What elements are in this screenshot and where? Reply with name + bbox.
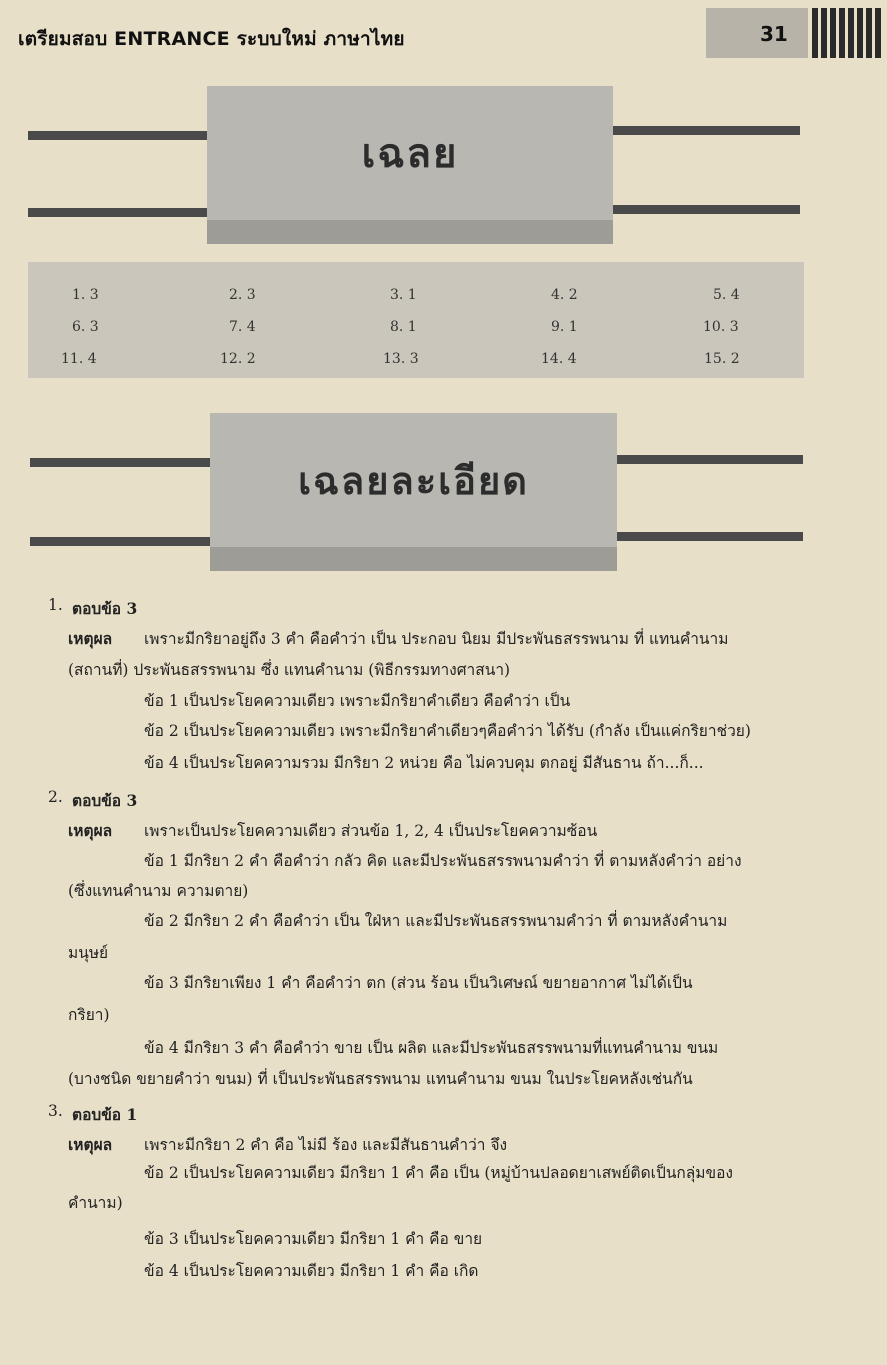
answer-item: 5. 4 (713, 287, 740, 303)
banner1-rule-top-right (613, 126, 800, 135)
answer-item: 15. 2 (704, 351, 740, 367)
detailed-answers-heading: เฉลยละเอียด (298, 458, 529, 503)
q1-reason-line2: (สถานที่) ประพันธสรรพนาม ซึ่ง แทนคำนาม (พิธีกรรมทางศาสนา) (68, 661, 511, 679)
q2-option1-line1: ข้อ 1 มีกริยา 2 คำ คือคำว่า กลัว คิด และมีประพันธสรรพนามคำว่า ที่ ตามหลังคำว่า อย่าง (144, 852, 742, 870)
q1-reason-label: เหตุผล (68, 629, 113, 648)
page-number: 31 (760, 22, 788, 46)
answer-item: 8. 1 (390, 319, 417, 335)
q2-option2-line1: ข้อ 2 มีกริยา 2 คำ คือคำว่า เป็น ใฝ่หา และมีประพันธสรรพนามคำว่า ที่ ตามหลังคำนาม (144, 912, 728, 930)
q3-option2-line1: ข้อ 2 เป็นประโยคความเดียว มีกริยา 1 คำ คือ เป็น (หมู่บ้านปลอดยาเสพย์ติดเป็นกลุ่มของ (144, 1164, 733, 1182)
q3-title: ตอบข้อ 1 (72, 1105, 138, 1124)
answer-item: 6. 3 (72, 319, 99, 335)
q3-option2-line2: คำนาม) (68, 1194, 123, 1212)
running-header: เตรียมสอบ ENTRANCE ระบบใหม่ ภาษาไทย (18, 28, 405, 50)
q1-title: ตอบข้อ 3 (72, 599, 138, 618)
answer-key-panel (28, 262, 804, 378)
banner1-rule-top-left (28, 131, 208, 140)
q2-option3-line1: ข้อ 3 มีกริยาเพียง 1 คำ คือคำว่า ตก (ส่วน ร้อน เป็นวิเศษณ์ ขยายอากาศ ไม่ได้เป็น (144, 974, 693, 992)
q2-number: 2. (48, 788, 63, 806)
q1-reason-line1: เพราะมีกริยาอยู่ถึง 3 คำ คือคำว่า เป็น ประกอบ นิยม มีประพันธสรรพนาม ที่ แทนคำนาม (144, 630, 729, 648)
q1-option2: ข้อ 2 เป็นประโยคความเดียว เพราะมีกริยาคำเดียวๆคือคำว่า ได้รับ (กำลัง เป็นแค่กริยาช่วย) (144, 722, 751, 740)
answer-key-heading: เฉลย (361, 131, 459, 177)
q2-title: ตอบข้อ 3 (72, 791, 138, 810)
banner2-rule-top-right (617, 455, 803, 464)
banner2-rule-bottom-right (617, 532, 803, 541)
banner1-shadow (207, 218, 613, 244)
corner-stripes-decoration (810, 8, 887, 58)
q3-number: 3. (48, 1102, 63, 1120)
page-number-box (706, 8, 808, 58)
banner2-shadow (210, 545, 617, 571)
q1-option1: ข้อ 1 เป็นประโยคความเดียว เพราะมีกริยาคำเดียว คือคำว่า เป็น (144, 692, 571, 710)
q2-option4-line2: (บางชนิด ขยายคำว่า ขนม) ที่ เป็นประพันธสรรพนาม แทนคำนาม ขนม ในประโยคหลังเช่นกัน (68, 1070, 693, 1088)
q2-reason-label: เหตุผล (68, 821, 113, 840)
q2-reason-line1: เพราะเป็นประโยคความเดียว ส่วนข้อ 1, 2, 4 เป็นประโยคความซ้อน (144, 822, 598, 840)
q2-option1-line2: (ซึ่งแทนคำนาม ความตาย) (68, 882, 249, 900)
banner2-rule-top-left (30, 458, 210, 467)
q2-option2-line2: มนุษย์ (68, 944, 109, 962)
answer-item: 7. 4 (229, 319, 256, 335)
answer-item: 13. 3 (383, 351, 419, 367)
banner1-rule-bottom-right (613, 205, 800, 214)
answer-item: 4. 2 (551, 287, 578, 303)
answer-item: 9. 1 (551, 319, 578, 335)
detailed-answers-banner (210, 413, 617, 547)
answer-item: 12. 2 (220, 351, 256, 367)
banner1-rule-bottom-left (28, 208, 208, 217)
q3-reason-line1: เพราะมีกริยา 2 คำ คือ ไม่มี ร้อง และมีสันธานคำว่า จึง (144, 1136, 508, 1154)
q3-option3: ข้อ 3 เป็นประโยคความเดียว มีกริยา 1 คำ คือ ขาย (144, 1230, 483, 1248)
q3-reason-label: เหตุผล (68, 1135, 113, 1154)
q2-option4-line1: ข้อ 4 มีกริยา 3 คำ คือคำว่า ขาย เป็น ผลิต และมีประพันธสรรพนามที่แทนคำนาม ขนม (144, 1039, 719, 1057)
answer-item: 2. 3 (229, 287, 256, 303)
q1-option4: ข้อ 4 เป็นประโยคความรวม มีกริยา 2 หน่วย คือ ไม่ควบคุม ตกอยู่ มีสันธาน ถ้า...ก็... (144, 754, 704, 772)
answer-item: 3. 1 (390, 287, 417, 303)
q3-option4: ข้อ 4 เป็นประโยคความเดียว มีกริยา 1 คำ คือ เกิด (144, 1262, 479, 1280)
answer-item: 14. 4 (541, 351, 577, 367)
answer-item: 11. 4 (61, 351, 97, 367)
answer-item: 1. 3 (72, 287, 99, 303)
q2-option3-line2: กริยา) (68, 1006, 110, 1024)
answer-item: 10. 3 (703, 319, 739, 335)
banner2-rule-bottom-left (30, 537, 210, 546)
q1-number: 1. (48, 596, 63, 614)
answer-key-banner (207, 86, 613, 220)
